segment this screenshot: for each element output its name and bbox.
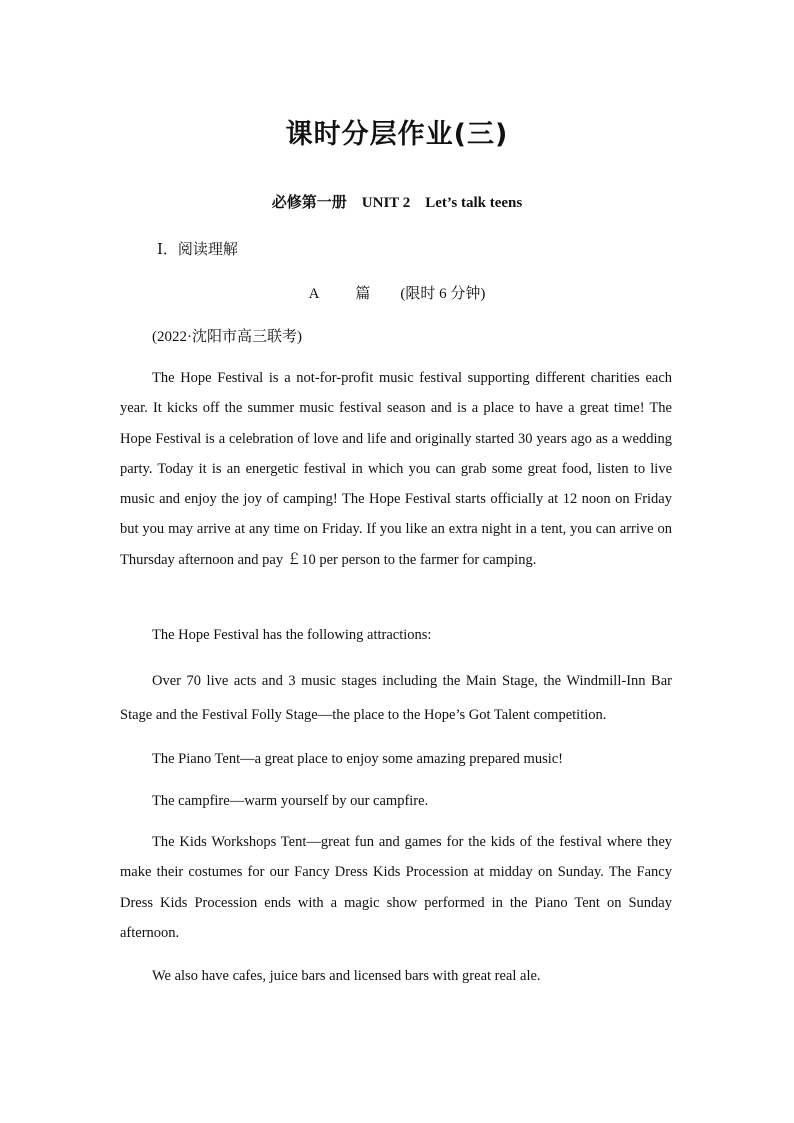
section-heading: Ⅰ．阅读理解 [157,242,238,258]
paragraph-cafes: We also have cafes, juice bars and licensed bars with great real ale. [152,968,541,984]
page-title: 课时分层作业(三) [285,119,509,150]
paragraph-live-acts: Over 70 live acts and 3 music stages including the Main Stage, the Windmill-Inn Bar Stage and the Festival Folly Stage—the place to the Hope’s Got Talent competition. [120,673,672,723]
passage-source: (2022·沈阳市高三联考) [152,329,302,345]
passage-word: 篇 [355,286,371,302]
paragraph-kids-workshops: The Kids Workshops Tent—great fun and games for the kids of the festival where they make their costumes for our Fancy Dress Kids Procession at midday on Sunday. The Fancy Dress Kids Procession ends with a magic show performed in the Piano Tent on Sunday afternoon. [120,834,672,941]
paragraph-piano-tent: The Piano Tent—a great place to enjoy some amazing prepared music! [152,751,564,767]
paragraph-intro: The Hope Festival is a not-for-profit music festival supporting different charities each year. It kicks off the summer music festival season and is a place to have a great time! The Hope Festival is a celebration of love and life and originally started 30 years ago as a wedding party. Today it is an energetic festival in which you can grab some great food, listen to live music and enjoy the joy of camping! The Hope Festival starts officially at 12 noon on Friday but you may arrive at any time on Friday. If you like an extra night in a tent, you can arrive on Thursday afternoon and pay ￡10 per person to the farmer for camping. [120,370,672,568]
passage-heading [0,282,794,303]
passage-label: A [308,286,320,302]
paragraph-attractions-intro: The Hope Festival has the following attractions: [152,627,432,643]
paragraph-campfire: The campfire—warm yourself by our campfire. [152,793,429,809]
time-limit: (限时 6 分钟) [400,286,486,302]
page-subtitle: 必修第一册 UNIT 2 Let’s talk teens [271,195,523,211]
